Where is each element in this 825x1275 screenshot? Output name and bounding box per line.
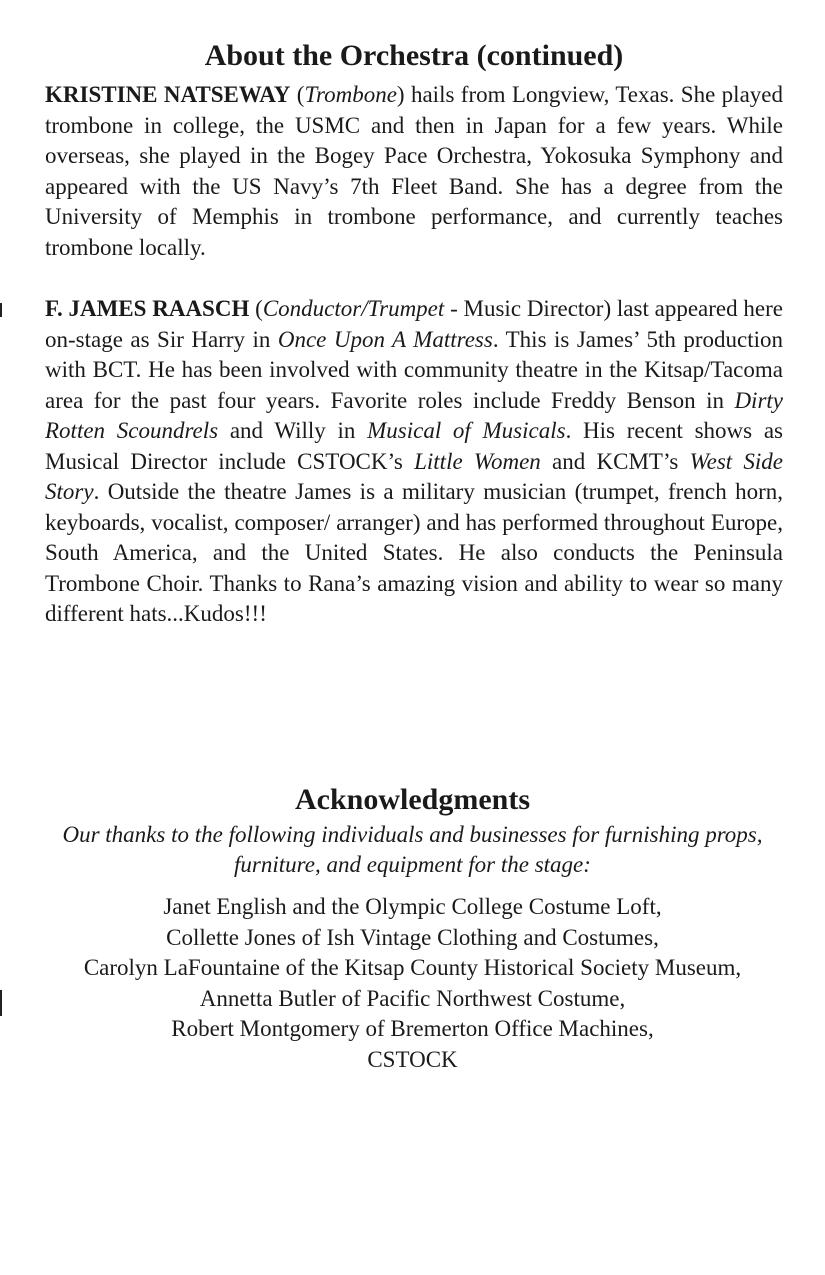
bio-text: - Music Director) last appeared here on-stage as Sir Harry in [45,296,783,352]
bio-text: and Willy in [218,418,368,443]
acknowledgments-intro: Our thanks to the following individuals and businesses for furnishing props, furniture, and equipment for the stage: [62,822,763,877]
acknowledgment-item: Carolyn LaFountaine of the Kitsap County Historical Society Museum, [83,955,742,980]
bio-text: . His recent shows as Musical Director include CSTOCK’s [45,418,783,474]
bio-role: Conductor/Trumpet [262,296,445,321]
bio-text: ( [249,296,263,321]
acknowledgment-item: Annetta Butler of Pacific Northwest Costume, [199,985,626,1011]
acknowledgment-item: CSTOCK [367,1046,458,1072]
bio-role: Trombone [304,82,397,107]
bio-text: ( [290,82,305,107]
acknowledgment-item: Collette Jones of Ish Vintage Clothing and Costumes, [166,924,659,950]
acknowledgments-list [0,892,825,1075]
bio-text: ) hails from Longview, Texas. She played trombone in college, the USMC and then in Japan for a few years. While overseas, she played in the Bogey Pace Orchestra, Yokosuka Symphony and appeared with the US Navy’s 7th Fleet Band. She has a degree from the University of Memphis in trombone performance, and currently teaches trombone locally. [45,82,783,260]
show-title: Little Women [414,448,541,474]
acknowledgment-item: Janet English and the Olympic College Costume Loft, [163,894,662,919]
show-title: West Side Story [45,448,784,504]
acknowledgments-section [0,782,825,1075]
bio-text: . This is James’ 5th production with BCT. He has been involved with community theatre in the Kitsap/Tacoma area for the past four years. Favorite roles include Freddy Benson in [45,326,783,413]
orchestra-section [45,38,783,630]
scan-edge-mark [0,990,2,1016]
show-title: Musical of Musicals [367,418,566,443]
page-heading: About the Orchestra (continued) [204,39,624,72]
acknowledgments-title: Acknowledgments [294,783,530,816]
acknowledgment-item: Robert Montgomery of Bremerton Office Machines, [171,1016,654,1041]
bio-text: . Outside the theatre James is a military musician (trumpet, french horn, keyboards, vocalist, composer/ arranger) and has performed throughout Europe, South America, and the United States. He also conducts the Peninsula Trombone Choir. Thanks to Rana’s amazing vision and ability to wear so many different hats...Kudos!!! [45,479,783,626]
scan-edge-mark [0,303,2,317]
bio-name: F. JAMES RAASCH [45,296,250,321]
show-title: Once Upon A Mattress [277,326,493,352]
bio-name: KRISTINE NATSEWAY [45,82,291,107]
bio-f-james-raasch [45,294,783,630]
show-title: Dirty Rotten Scoundrels [45,387,783,443]
bio-kristine-natseway [45,80,783,263]
bio-text: and KCMT’s [540,448,690,474]
